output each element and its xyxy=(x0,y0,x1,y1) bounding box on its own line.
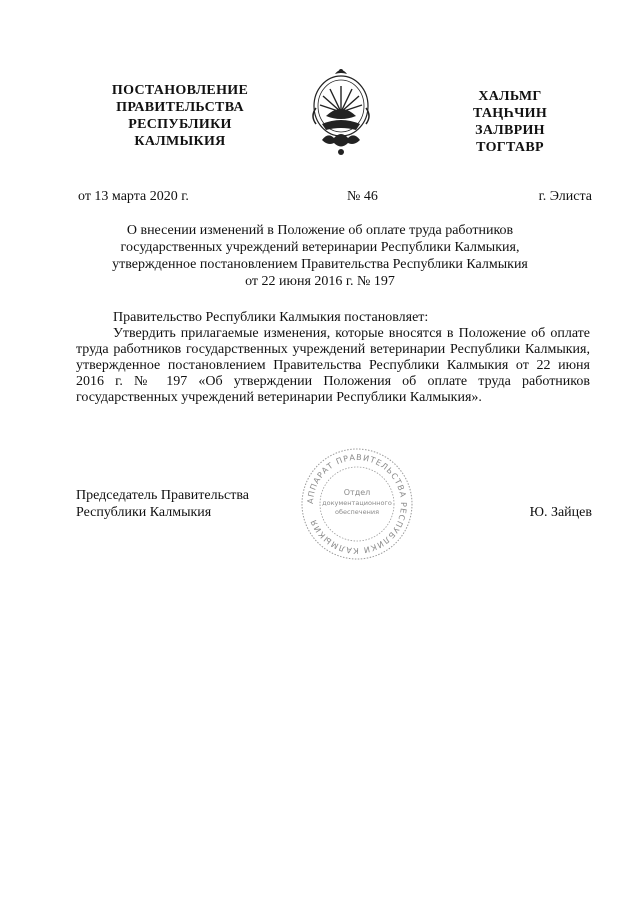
signatory-position-line: Республики Калмыкия xyxy=(76,505,212,520)
header-left-line: РЕСПУБЛИКИ xyxy=(128,117,232,132)
title-line: О внесении изменений в Положение об оплате труда работников xyxy=(126,223,514,238)
header-right-line: ЗАЛВРИН xyxy=(475,123,545,138)
signatory-position-line: Председатель Правительства xyxy=(76,488,249,503)
header-left-line: ПРАВИТЕЛЬСТВА xyxy=(116,100,244,115)
resolution-body: Утвердить прилагаемые изменения, которые вносятся в Положение об оплате труда работников государственных учреждений ветеринарии Республики Калмыкия, утвержденное постановлением Правительства Республики Калмыкия от 22 июня 2016 г. № 197 «Об утверждении Положения об оплате труда работников государственных учреждений ветеринарии Республики Калмыкия». xyxy=(76,326,590,405)
signatory-name: Ю. Зайцев xyxy=(529,505,592,520)
header-left-line: КАЛМЫКИЯ xyxy=(134,134,226,149)
document-number: № 46 xyxy=(347,189,378,204)
header-right-line: ХАЛЬМГ xyxy=(478,89,542,104)
document-date: от 13 марта 2020 г. xyxy=(78,189,189,204)
header-right-kalmyk xyxy=(455,88,565,156)
title-line: от 22 июня 2016 г. № 197 xyxy=(245,274,395,289)
official-stamp xyxy=(298,445,416,563)
title-line: государственных учреждений ветеринарии Республики Калмыкия, xyxy=(120,240,520,255)
stamp-center-line: документационного xyxy=(322,499,392,507)
kalmykia-emblem-icon xyxy=(308,66,374,158)
stamp-center-line: обеспечения xyxy=(334,508,380,516)
header-left-line: ПОСТАНОВЛЕНИЕ xyxy=(111,83,249,98)
signatory-position xyxy=(76,487,249,521)
title-line: утвержденное постановлением Правительства Республики Калмыкия xyxy=(112,257,528,272)
header-right-line: ТАҢҺЧИН xyxy=(472,106,548,121)
header-right-line: ТОГТАВР xyxy=(476,140,544,155)
stamp-center-line: Отдел xyxy=(343,488,371,497)
document-title xyxy=(70,222,570,290)
resolution-intro: Правительство Республики Калмыкия постановляет: xyxy=(113,310,429,325)
stamp-ring-text: АППАРАТ ПРАВИТЕЛЬСТВА РЕСПУБЛИКИ КАЛМЫКИЯ xyxy=(305,452,409,556)
document-city: г. Элиста xyxy=(538,189,592,204)
header-left-russian xyxy=(95,82,265,150)
